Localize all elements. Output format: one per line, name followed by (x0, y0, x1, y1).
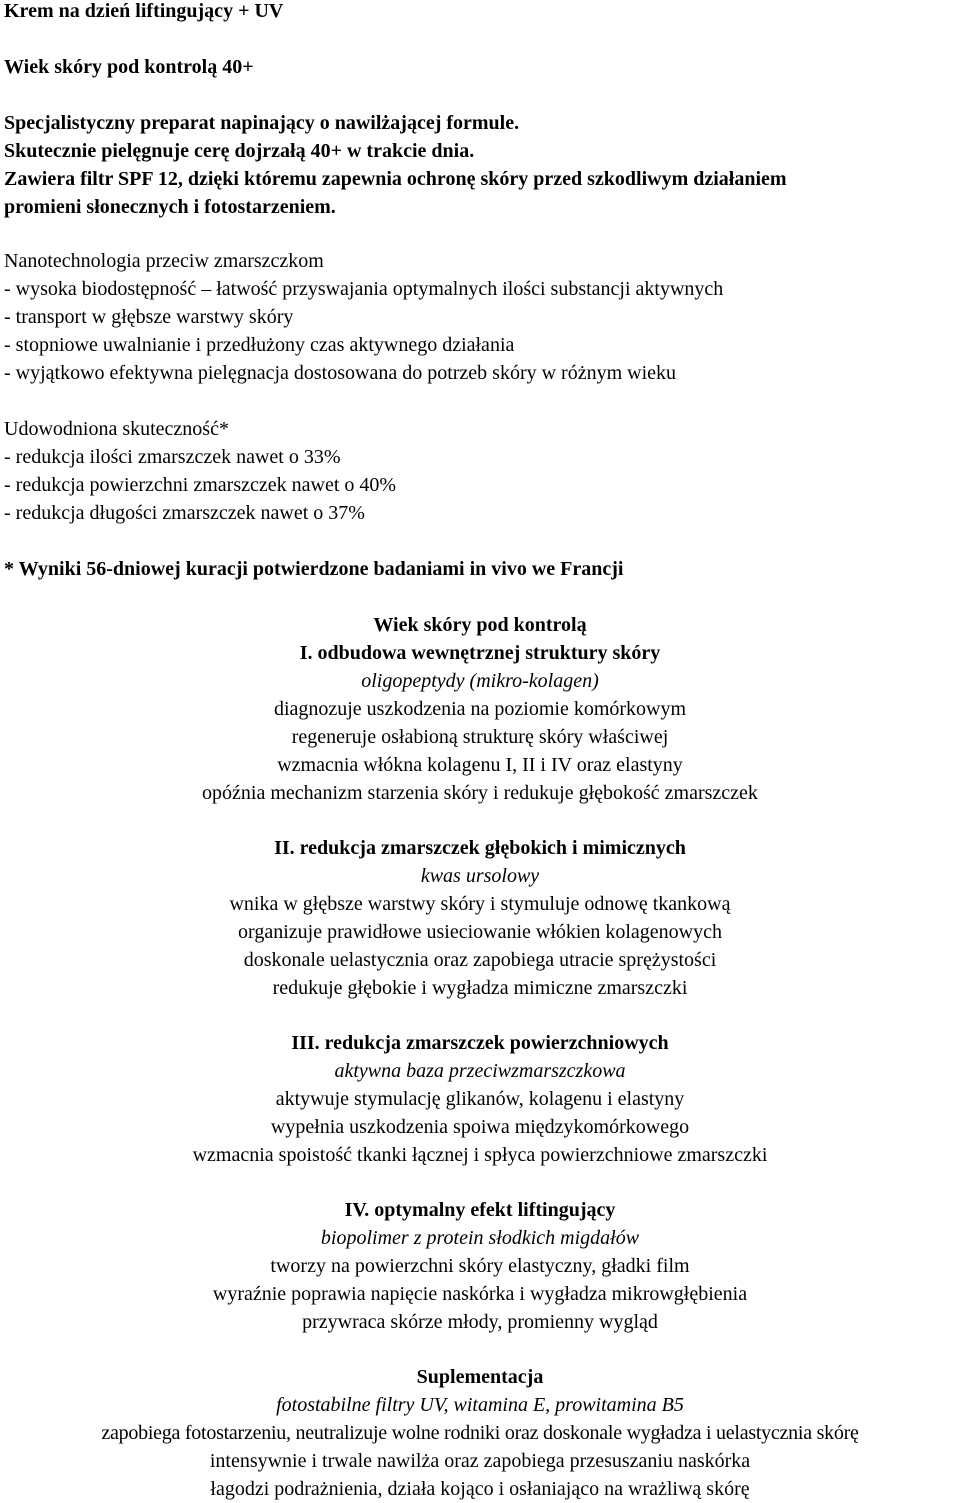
proven-footnote: * Wyniki 56-dniowej kuracji potwierdzone badaniami in vivo we Francji (4, 558, 624, 580)
section-line: tworzy na powierzchni skóry elastyczny, gładki film (270, 1255, 690, 1277)
section-line: organizuje prawidłowe usieciowanie włókien kolagenowych (238, 921, 722, 943)
control-heading: Wiek skóry pod kontrolą (373, 614, 587, 636)
section-ingredient: oligopeptydy (mikro-kolagen) (361, 670, 599, 692)
nano-item: - wysoka biodostępność – łatwość przyswajania optymalnych ilości substancji aktywnych (4, 278, 724, 300)
intro-line: promieni słonecznych i fotostarzeniem. (4, 196, 336, 218)
proven-item: - redukcja ilości zmarszczek nawet o 33% (4, 446, 341, 468)
section-heading: II. redukcja zmarszczek głębokich i mimicznych (274, 837, 686, 859)
product-title: Krem na dzień liftingujący + UV (4, 0, 284, 22)
section-line: wzmacnia włókna kolagenu I, II i IV oraz elastyny (277, 754, 683, 776)
section-line: regeneruje osłabioną strukturę skóry właściwej (291, 726, 669, 748)
proven-item: - redukcja długości zmarszczek nawet o 37% (4, 502, 365, 524)
section-heading: IV. optymalny efekt liftingujący (344, 1199, 616, 1221)
section-line: wyraźnie poprawia napięcie naskórka i wygładza mikrowgłębienia (212, 1283, 748, 1305)
section-heading: I. odbudowa wewnętrznej struktury skóry (299, 642, 661, 664)
intro-line: Skutecznie pielęgnuje cerę dojrzałą 40+ w trakcie dnia. (4, 140, 475, 162)
nano-item: - wyjątkowo efektywna pielęgnacja dostosowana do potrzeb skóry w różnym wieku (4, 362, 677, 384)
section-ingredient: aktywna baza przeciwzmarszczkowa (334, 1060, 626, 1082)
section-line: redukuje głębokie i wygładza mimiczne zmarszczki (272, 977, 688, 999)
section-line: wnika w głębsze warstwy skóry i stymuluje odnowę tkankową (229, 893, 731, 915)
section-line: doskonale uelastycznia oraz zapobiega utracie sprężystości (243, 949, 717, 971)
section-ingredient: kwas ursolowy (420, 865, 540, 887)
product-subtitle: Wiek skóry pod kontrolą 40+ (4, 56, 254, 78)
nano-heading: Nanotechnologia przeciw zmarszczkom (4, 250, 324, 272)
section-ingredient: fotostabilne filtry UV, witamina E, prowitamina B5 (276, 1394, 684, 1416)
section-heading: III. redukcja zmarszczek powierzchniowych (291, 1032, 669, 1054)
section-line: intensywnie i trwale nawilża oraz zapobiega przesuszaniu naskórka (209, 1450, 751, 1472)
section-line: przywraca skórze młody, promienny wygląd (302, 1311, 658, 1333)
intro-line: Zawiera filtr SPF 12, dzięki któremu zapewnia ochronę skóry przed szkodliwym działaniem (4, 168, 787, 190)
nano-item: - transport w głębsze warstwy skóry (4, 306, 294, 328)
proven-heading: Udowodniona skuteczność* (4, 418, 229, 440)
section-line: wzmacnia spoistość tkanki łącznej i spłyca powierzchniowe zmarszczki (192, 1144, 768, 1166)
section-line: opóźnia mechanizm starzenia skóry i redukuje głębokość zmarszczek (202, 782, 758, 804)
section-ingredient: biopolimer z protein słodkich migdałów (320, 1227, 640, 1249)
proven-item: - redukcja powierzchni zmarszczek nawet o 40% (4, 474, 397, 496)
section-line: aktywuje stymulację glikanów, kolagenu i elastyny (275, 1088, 685, 1110)
section-line: zapobiega fotostarzeniu, neutralizuje wolne rodniki oraz doskonale wygładza i uelastycznia skórę (101, 1422, 859, 1444)
nano-item: - stopniowe uwalnianie i przedłużony czas aktywnego działania (4, 334, 515, 356)
section-line: wypełnia uszkodzenia spoiwa międzykomórkowego (270, 1116, 690, 1138)
section-heading: Suplementacja (416, 1366, 544, 1388)
section-line: diagnozuje uszkodzenia na poziomie komórkowym (273, 698, 687, 720)
section-line: łagodzi podrażnienia, działa kojąco i osłaniająco na wrażliwą skórę (210, 1478, 750, 1500)
intro-line: Specjalistyczny preparat napinający o nawilżającej formule. (4, 112, 520, 134)
